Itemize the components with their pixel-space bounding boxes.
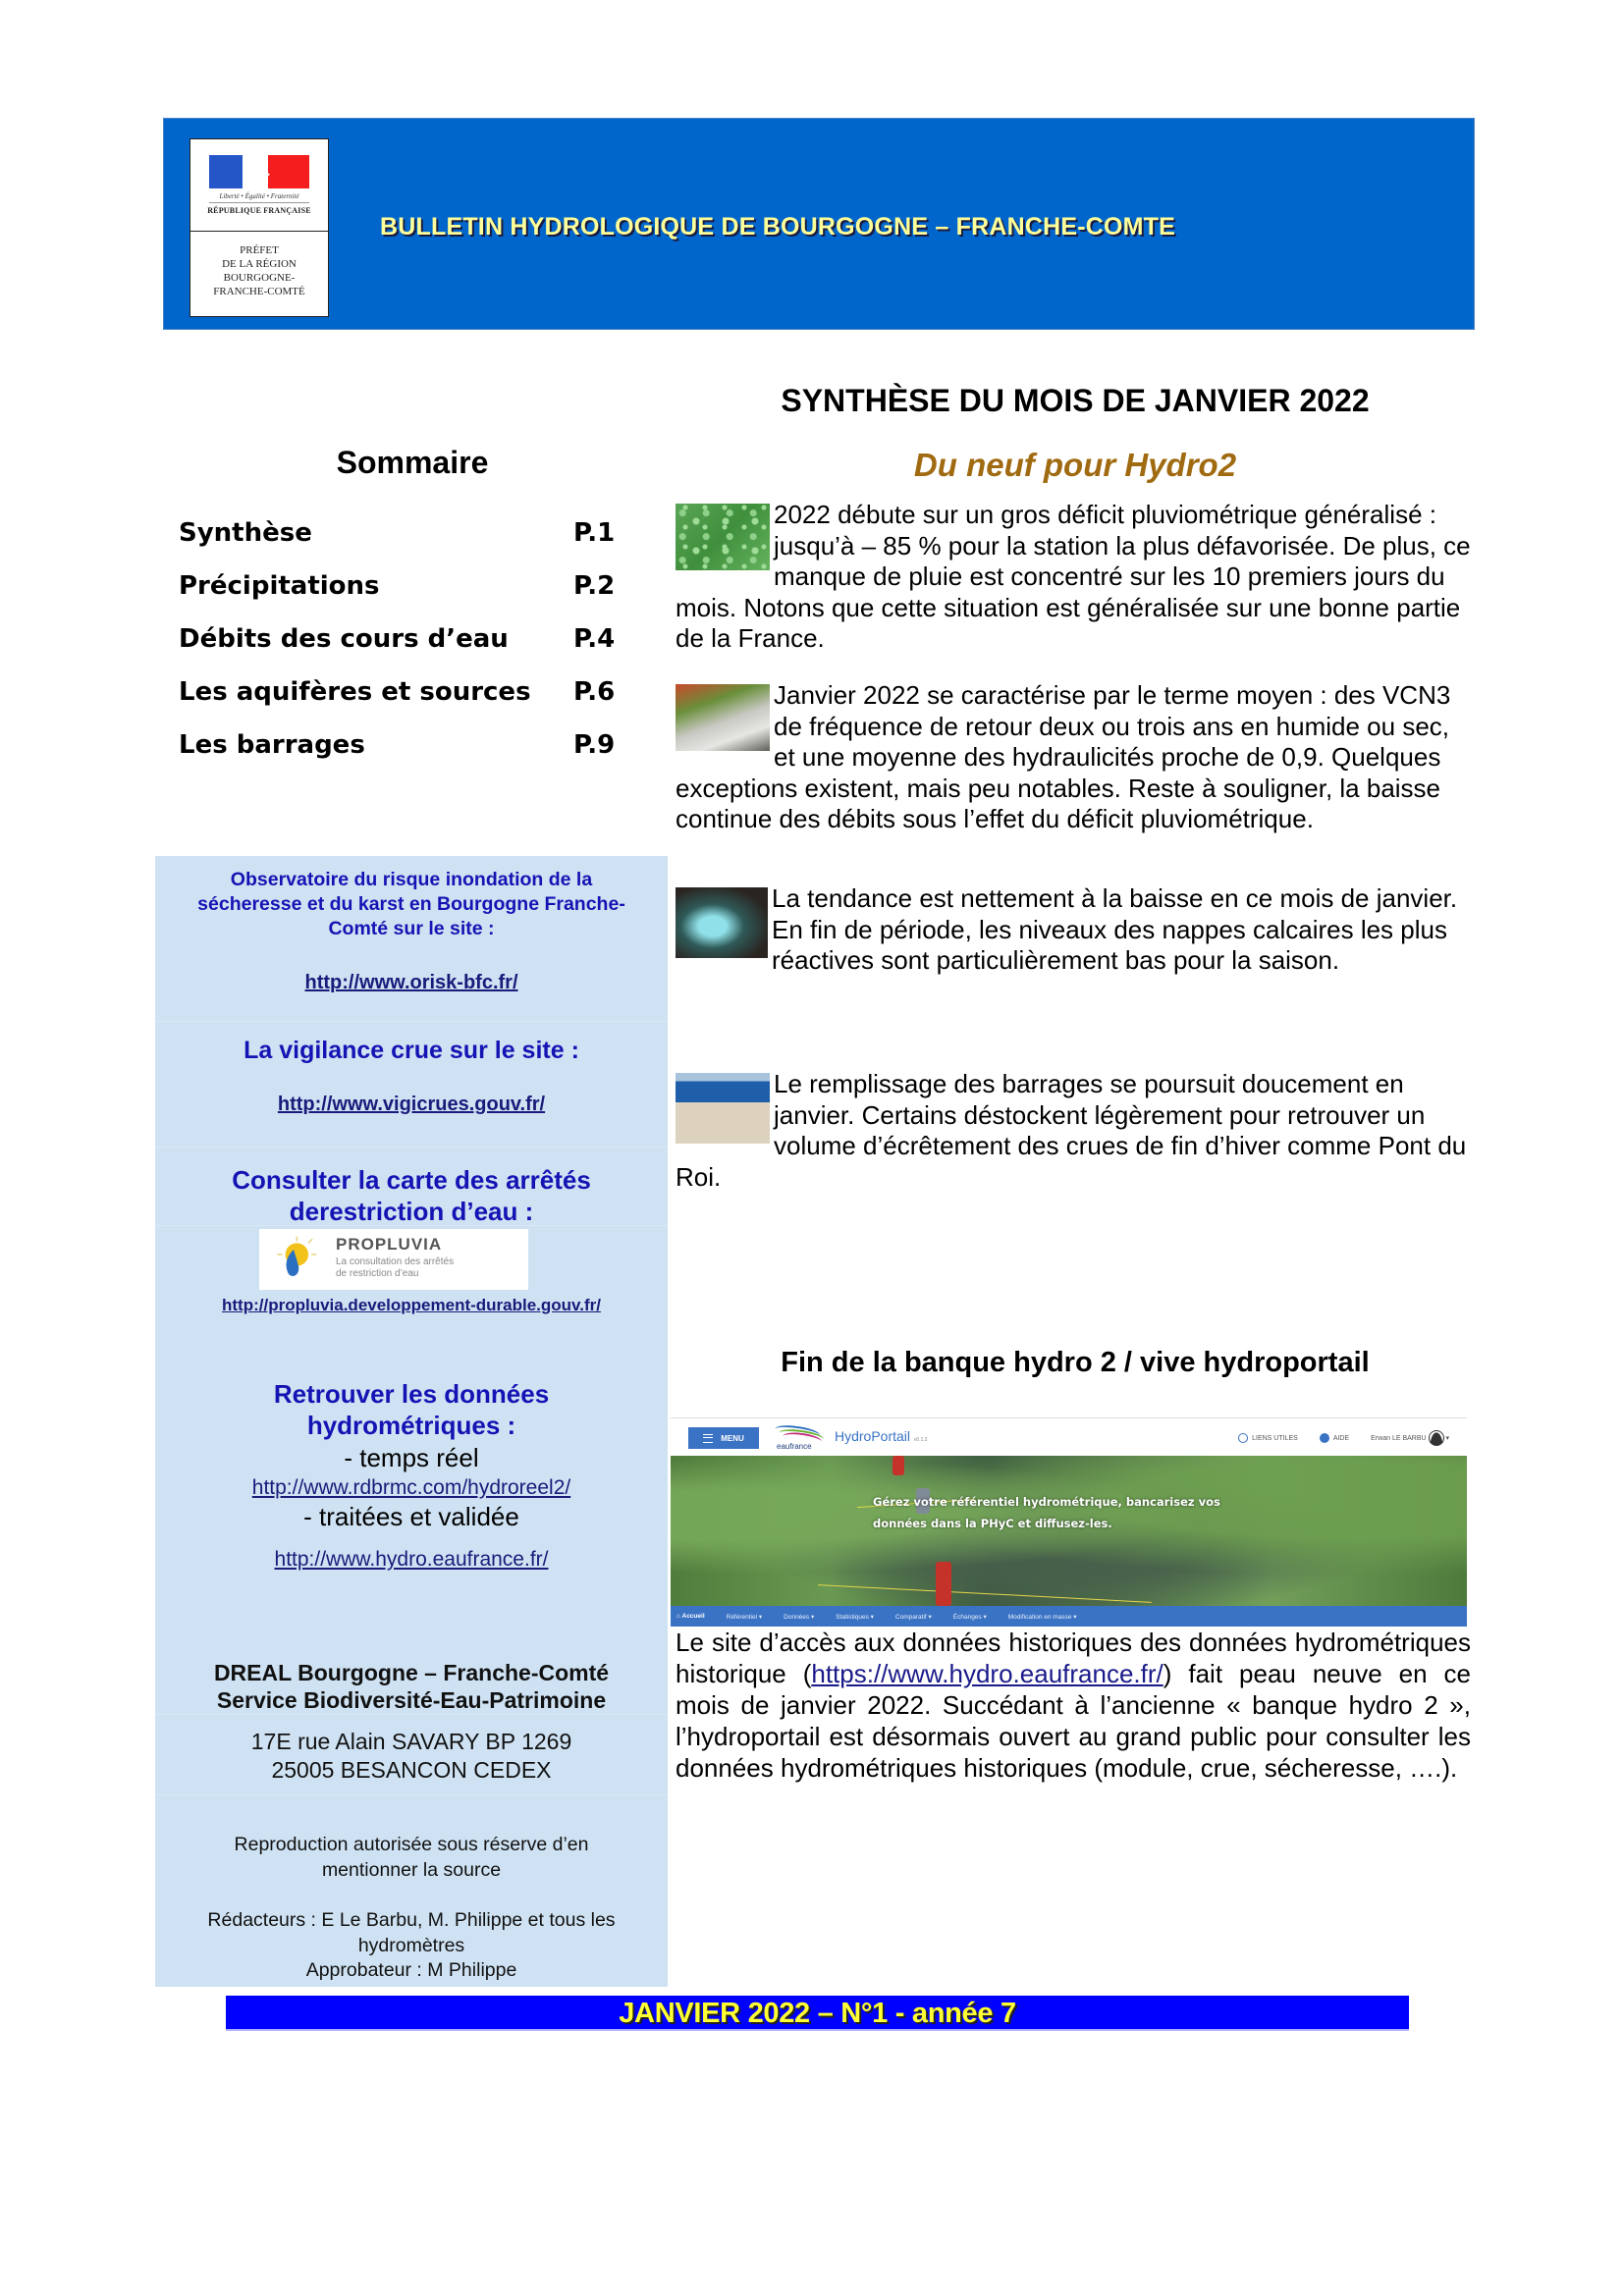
temps-reel-label: - temps réel — [344, 1443, 479, 1472]
portal-nav-echanges: Échanges ▾ — [952, 1613, 987, 1621]
marianne-profile-icon — [243, 155, 272, 188]
synthese-subtitle: Du neuf pour Hydro2 — [913, 447, 1237, 483]
toc-item-barrages[interactable]: Les barrages P.9 — [179, 730, 616, 760]
issue-label: JANVIER 2022 – N°1 - année 7 — [619, 1998, 1016, 2029]
river-thumbnail-icon — [676, 684, 770, 751]
hydroportail-title: Fin de la banque hydro 2 / vive hydroportail — [781, 1347, 1370, 1378]
portal-user: Erwan LE BARBU ▾ — [1371, 1430, 1449, 1446]
hydroportail-link[interactable]: https://www.hydro.eaufrance.fr/ — [811, 1659, 1163, 1688]
hamburger-icon — [703, 1434, 713, 1443]
portal-hero-image — [671, 1456, 1467, 1606]
donnees-heading: Retrouver les données hydrométriques : — [273, 1379, 550, 1440]
dreal-org: DREAL Bourgogne – Franche-Comté Service Biodiversité-Eau-Patrimoine — [213, 1660, 610, 1713]
reproduction-notice: Reproduction autorisée sous réserve d’en mentionner la source — [234, 1834, 589, 1881]
propluvia-logo[interactable]: PROPLUVIA La consultation des arrêtés de restriction d’eau — [259, 1229, 528, 1290]
table-of-contents — [179, 507, 640, 772]
help-icon — [1320, 1433, 1329, 1443]
hydrometer-person — [936, 1562, 951, 1606]
validees-label: - traitées et validée — [303, 1502, 519, 1531]
toc-item-precipitations[interactable]: Précipitations P.2 — [179, 571, 616, 601]
portal-hero-text: Gérez votre référentiel hydrométrique, bancarisez vos données dans la PHyC et diffusez-les. — [873, 1495, 1220, 1530]
republique-francaise-label: RÉPUBLIQUE FRANÇAISE — [207, 206, 311, 215]
vigicrues-link[interactable]: http://www.vigicrues.gouv.fr/ — [277, 1094, 546, 1115]
portal-nav-bar — [671, 1606, 1467, 1627]
bulletin-title: BULLETIN HYDROLOGIQUE DE BOURGOGNE – FRANCHE-COMTE — [380, 213, 1176, 240]
bulletin-header — [163, 118, 1475, 330]
portal-nav-comparatif: Comparatif ▾ — [894, 1613, 932, 1621]
synthese-title: SYNTHÈSE DU MOIS DE JANVIER 2022 — [781, 383, 1370, 418]
hydro-eaufrance-link[interactable]: http://www.hydro.eaufrance.fr/ — [274, 1548, 549, 1571]
sun-rain-icon — [269, 1235, 318, 1284]
portal-nav-modification: Modification en masse ▾ — [1007, 1613, 1077, 1621]
propluvia-heading: Consulter la carte des arrêtés derestriction d’eau : — [232, 1165, 591, 1226]
propluvia-link[interactable]: http://propluvia.developpement-durable.gouv.fr/ — [222, 1296, 601, 1314]
dam-thumbnail-icon — [676, 1073, 770, 1144]
hydrometer-person — [893, 1456, 904, 1475]
orisk-heading: Observatoire du risque inondation de la sécheresse et du karst en Bourgogne Franche- Comté sur le site : — [197, 869, 625, 939]
synthese-paragraph-barrages: Le remplissage des barrages se poursuit doucement en janvier. Certains déstockent légèrement pour retrouver un volume d’écrêtement des crues de fin d’hiver comme Pont du Roi. — [676, 1069, 1467, 1192]
synthese-paragraph-debits: Janvier 2022 se caractérise par le terme moyen : des VCN3 de fréquence de retour deux ou trois ans en humide ou sec, et une moyenne des hydraulicités proche de 0,9. Quelques exceptions existent, mais peu notables. Reste à souligner, la baisse continue des débits sous l’effet du déficit pluviométrique. — [676, 680, 1451, 833]
user-avatar-icon — [1429, 1430, 1444, 1446]
eaufrance-logo: eaufrance — [773, 1424, 832, 1452]
toc-item-synthese[interactable]: Synthèse P.1 — [179, 518, 616, 548]
portal-nav-donnees: Données ▾ — [784, 1613, 815, 1621]
issue-footer — [226, 1996, 1409, 2031]
orisk-link[interactable]: http://www.orisk-bfc.fr/ — [304, 972, 518, 993]
motto: Liberté • Égalité • Fraternité — [219, 192, 299, 200]
prefet-label: PRÉFET DE LA RÉGION BOURGOGNE- FRANCHE-COMTÉ — [213, 244, 305, 297]
portal-nav-accueil: ⌂ Accueil — [676, 1613, 705, 1620]
dreal-address: 17E rue Alain SAVARY BP 1269 25005 BESANCON CEDEX — [250, 1729, 572, 1783]
portal-liens-utiles: LIENS UTILES — [1238, 1433, 1298, 1443]
redacteurs: Rédacteurs : E Le Barbu, M. Philippe et tous les hydromètres Approbateur : M Philippe — [207, 1909, 616, 1981]
hydroportail-paragraph: Le site d’accès aux données historiques des données hydrométriques historique (https://www.hydro.eaufrance.fr/) fait peau neuve en ce mois de janvier 2022. Succédant à l’ancienne « banque hydro 2 », l’hydroportail est désormais ouvert au grand public pour consulter les données hydrométriques historiques (module, crue, sécheresse, ….). — [676, 1628, 1471, 1783]
portal-aide: AIDE — [1320, 1433, 1349, 1443]
toc-item-debits[interactable]: Débits des cours d’eau P.4 — [179, 624, 616, 654]
rain-drops-thumbnail-icon — [676, 504, 770, 570]
info-sidebar — [155, 856, 668, 1987]
hydroreel-link[interactable]: http://www.rdbrmc.com/hydroreel2/ — [251, 1476, 571, 1499]
vigicrues-heading: La vigilance crue sur le site : — [243, 1037, 579, 1064]
portal-nav-referentiel: Référentiel ▾ — [726, 1613, 763, 1621]
portal-nav-statistiques: Statistiques ▾ — [836, 1613, 874, 1621]
marianne-flag-icon — [209, 155, 309, 188]
link-icon — [1238, 1433, 1248, 1443]
synthese-paragraph-aquiferes: La tendance est nettement à la baisse en ce mois de janvier. En fin de période, les niveaux des nappes calcaires les plus réactives sont particulièrement bas pour la saison. — [676, 883, 1475, 977]
portal-menu-button: MENU — [688, 1427, 759, 1449]
hydroportail-logo: HydroPortail v0.1.2 — [835, 1428, 928, 1444]
hydroportail-screenshot — [671, 1417, 1467, 1627]
sommaire-title: Sommaire — [336, 445, 489, 480]
cave-thumbnail-icon — [676, 887, 768, 958]
toc-item-aquiferes[interactable]: Les aquifères et sources P.6 — [179, 677, 616, 707]
synthese-paragraph-precipitations: 2022 débute sur un gros déficit pluviométrique généralisé : jusqu’à – 85 % pour la station la plus défavorisée. De plus, ce manque de pluie est concentré sur les 10 premiers jours du mois. Notons que cette situation est généralisée sur une bonne partie de la France. — [676, 500, 1471, 653]
